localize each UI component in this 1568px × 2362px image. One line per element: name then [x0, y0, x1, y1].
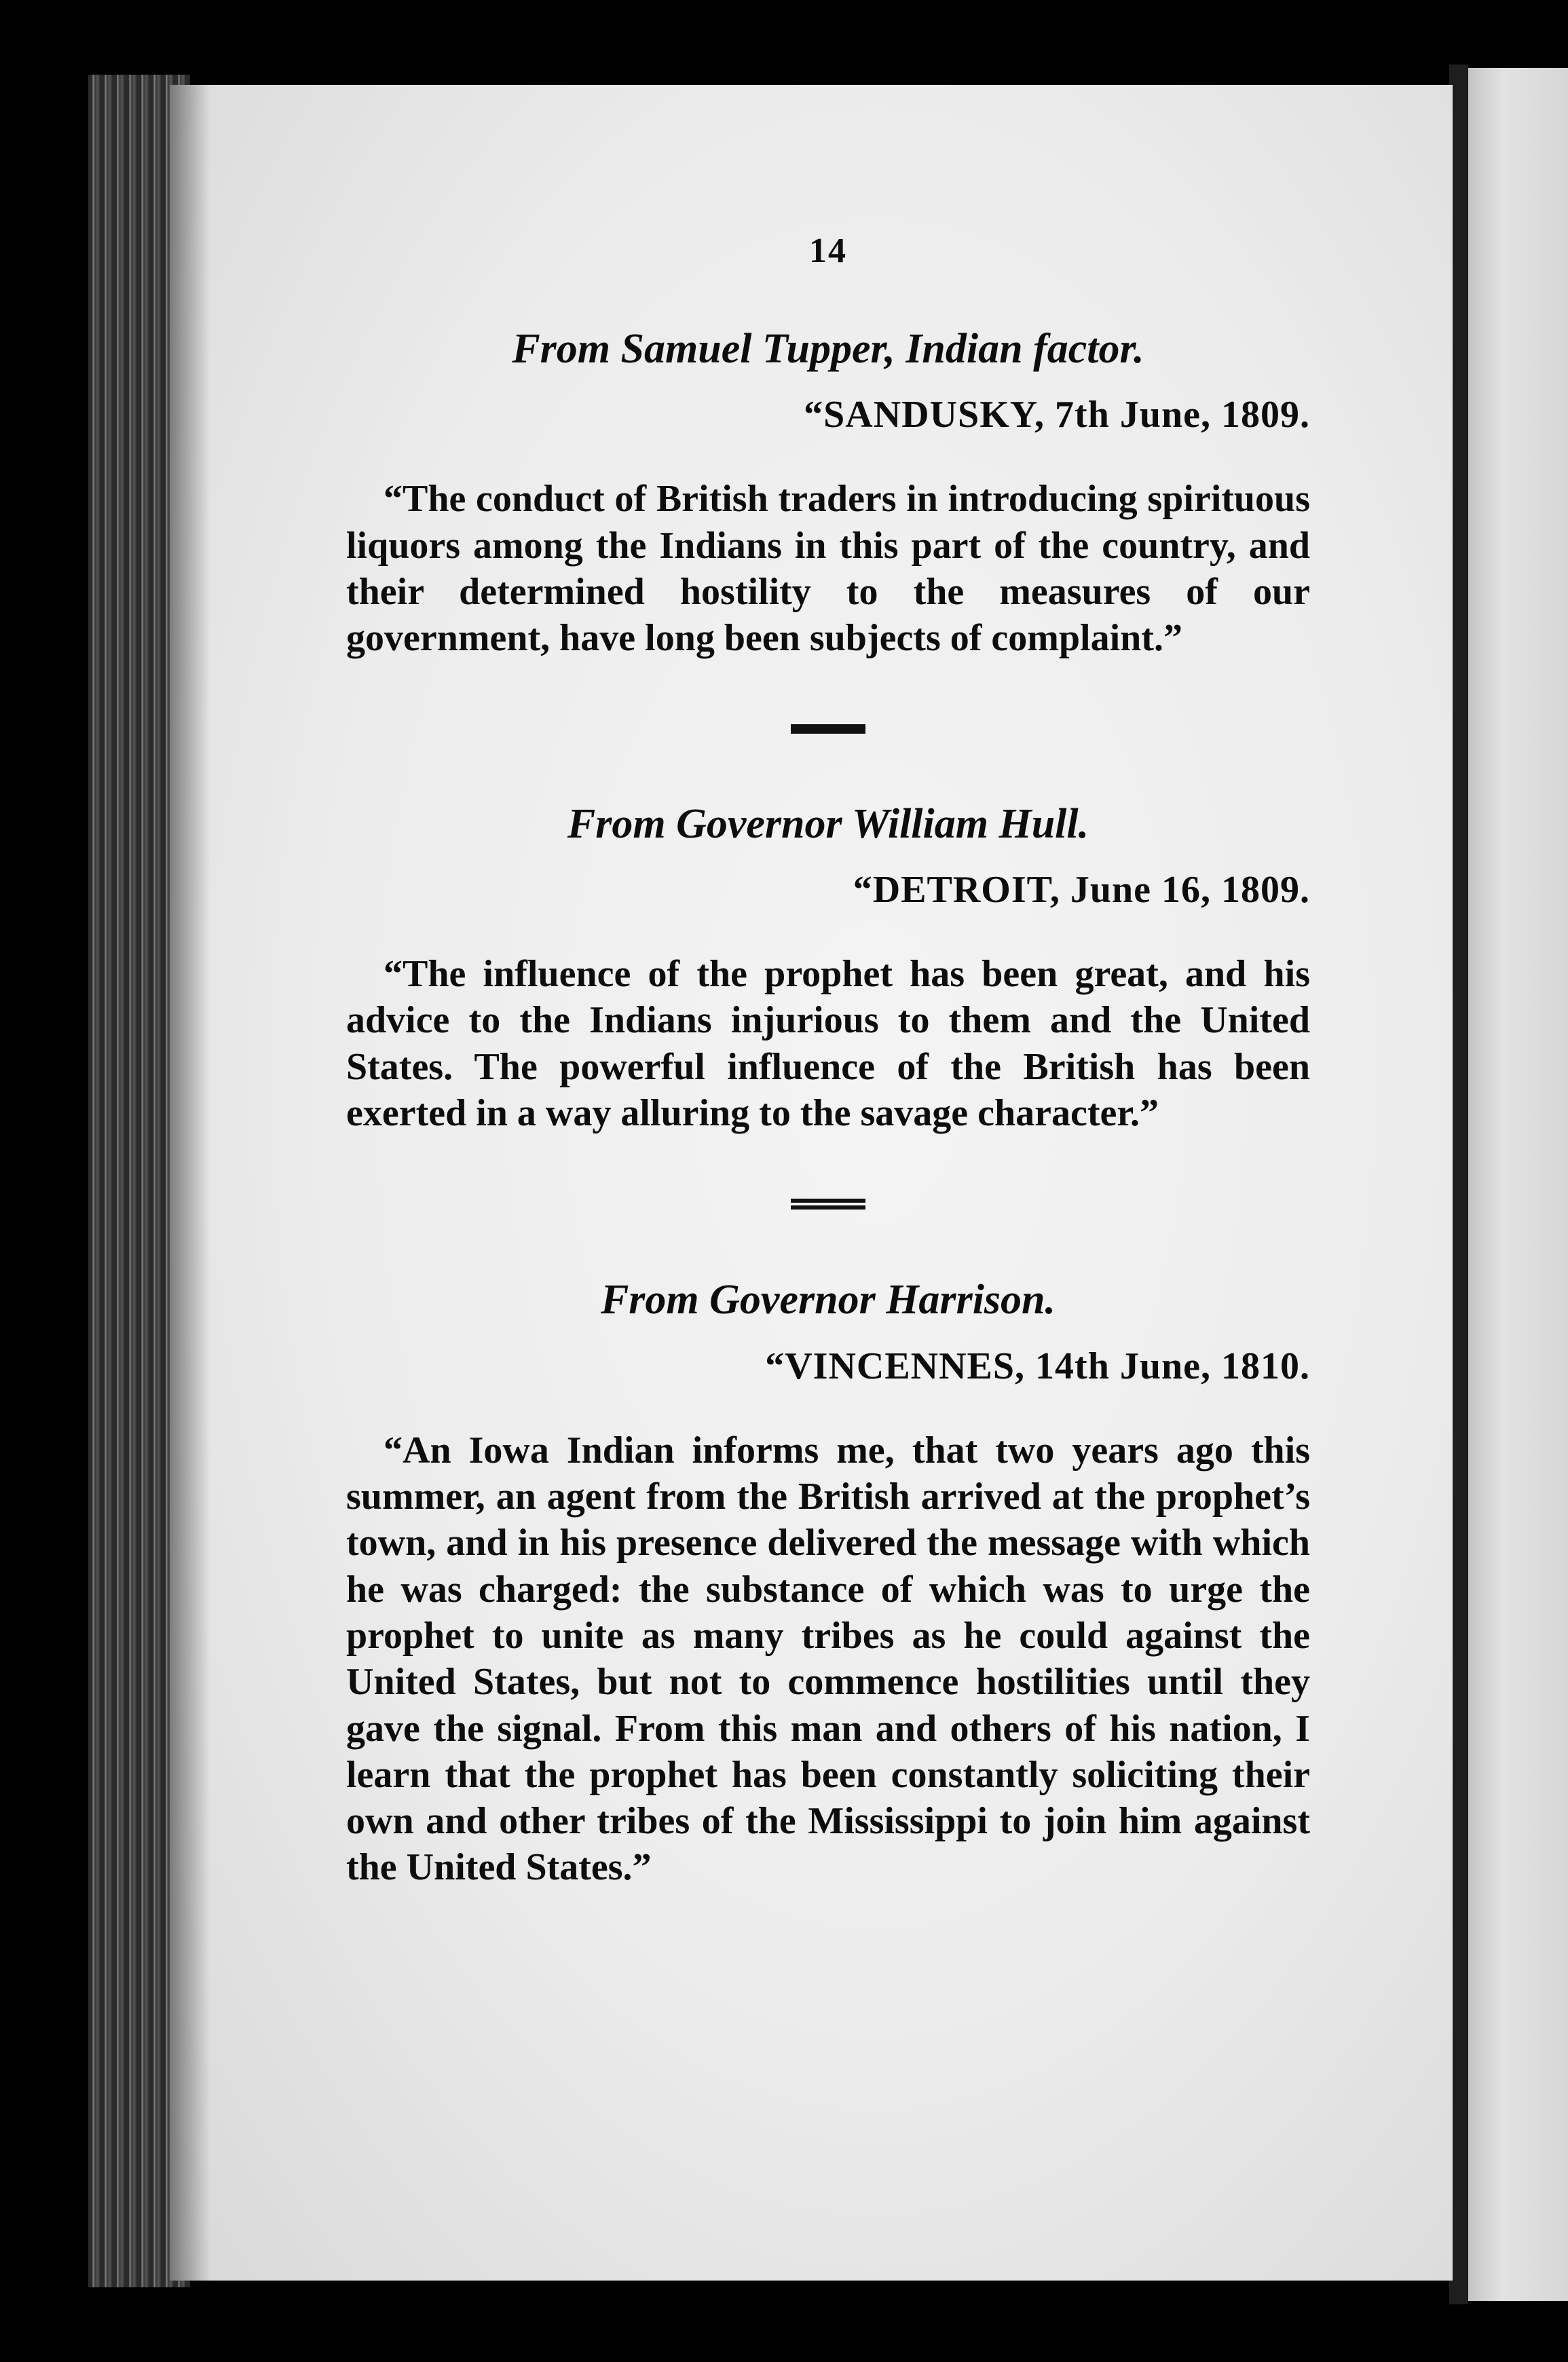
page-shadow — [170, 85, 210, 2281]
letter-text: “The influence of the prophet has been great, and his advice to the Indians injurious to them and the United States. The powerful influence of the British has been exerted in a way alluring to the savage character.” — [346, 953, 1310, 1134]
page-number: 14 — [809, 231, 847, 270]
letter-hull — [346, 799, 1310, 1137]
letter-dateline: “DETROIT, June 16, 1809. — [853, 869, 1310, 912]
letter-text: “An Iowa Indian informs me, that two years ago this summer, an agent from the British arrived at the prophet’s town, and in his presence delivered the message with which he was charged: the substance of which was to urge the prophet to unite as many tribes as he could against the United States, but not to commence hostilities until they gave the signal. From this man and others of his nation, I learn that the prophet has been constantly soliciting their own and other tribes of the Mississippi to join him against the United States.” — [346, 1429, 1310, 1889]
adjacent-page — [1459, 68, 1568, 2301]
section-divider — [791, 1199, 865, 1210]
section-divider — [791, 724, 865, 734]
letter-text: “The conduct of British traders in introducing spirituous liquors among the Indians in this part of the country, and their determined hostility to the measures of our government, have long been subjects of complaint.” — [346, 478, 1310, 660]
letter-heading: From Governor William Hull. — [567, 800, 1089, 847]
letter-dateline: “VINCENNES, 14th June, 1810. — [765, 1345, 1310, 1387]
letter-heading: From Governor Harrison. — [600, 1277, 1056, 1324]
letter-heading: From Samuel Tupper, Indian factor. — [512, 326, 1144, 372]
letter-tupper — [346, 324, 1310, 662]
letter-dateline: “SANDUSKY, 7th June, 1809. — [804, 394, 1310, 436]
letter-harrison — [346, 1275, 1310, 1891]
page-content — [346, 231, 1310, 1891]
